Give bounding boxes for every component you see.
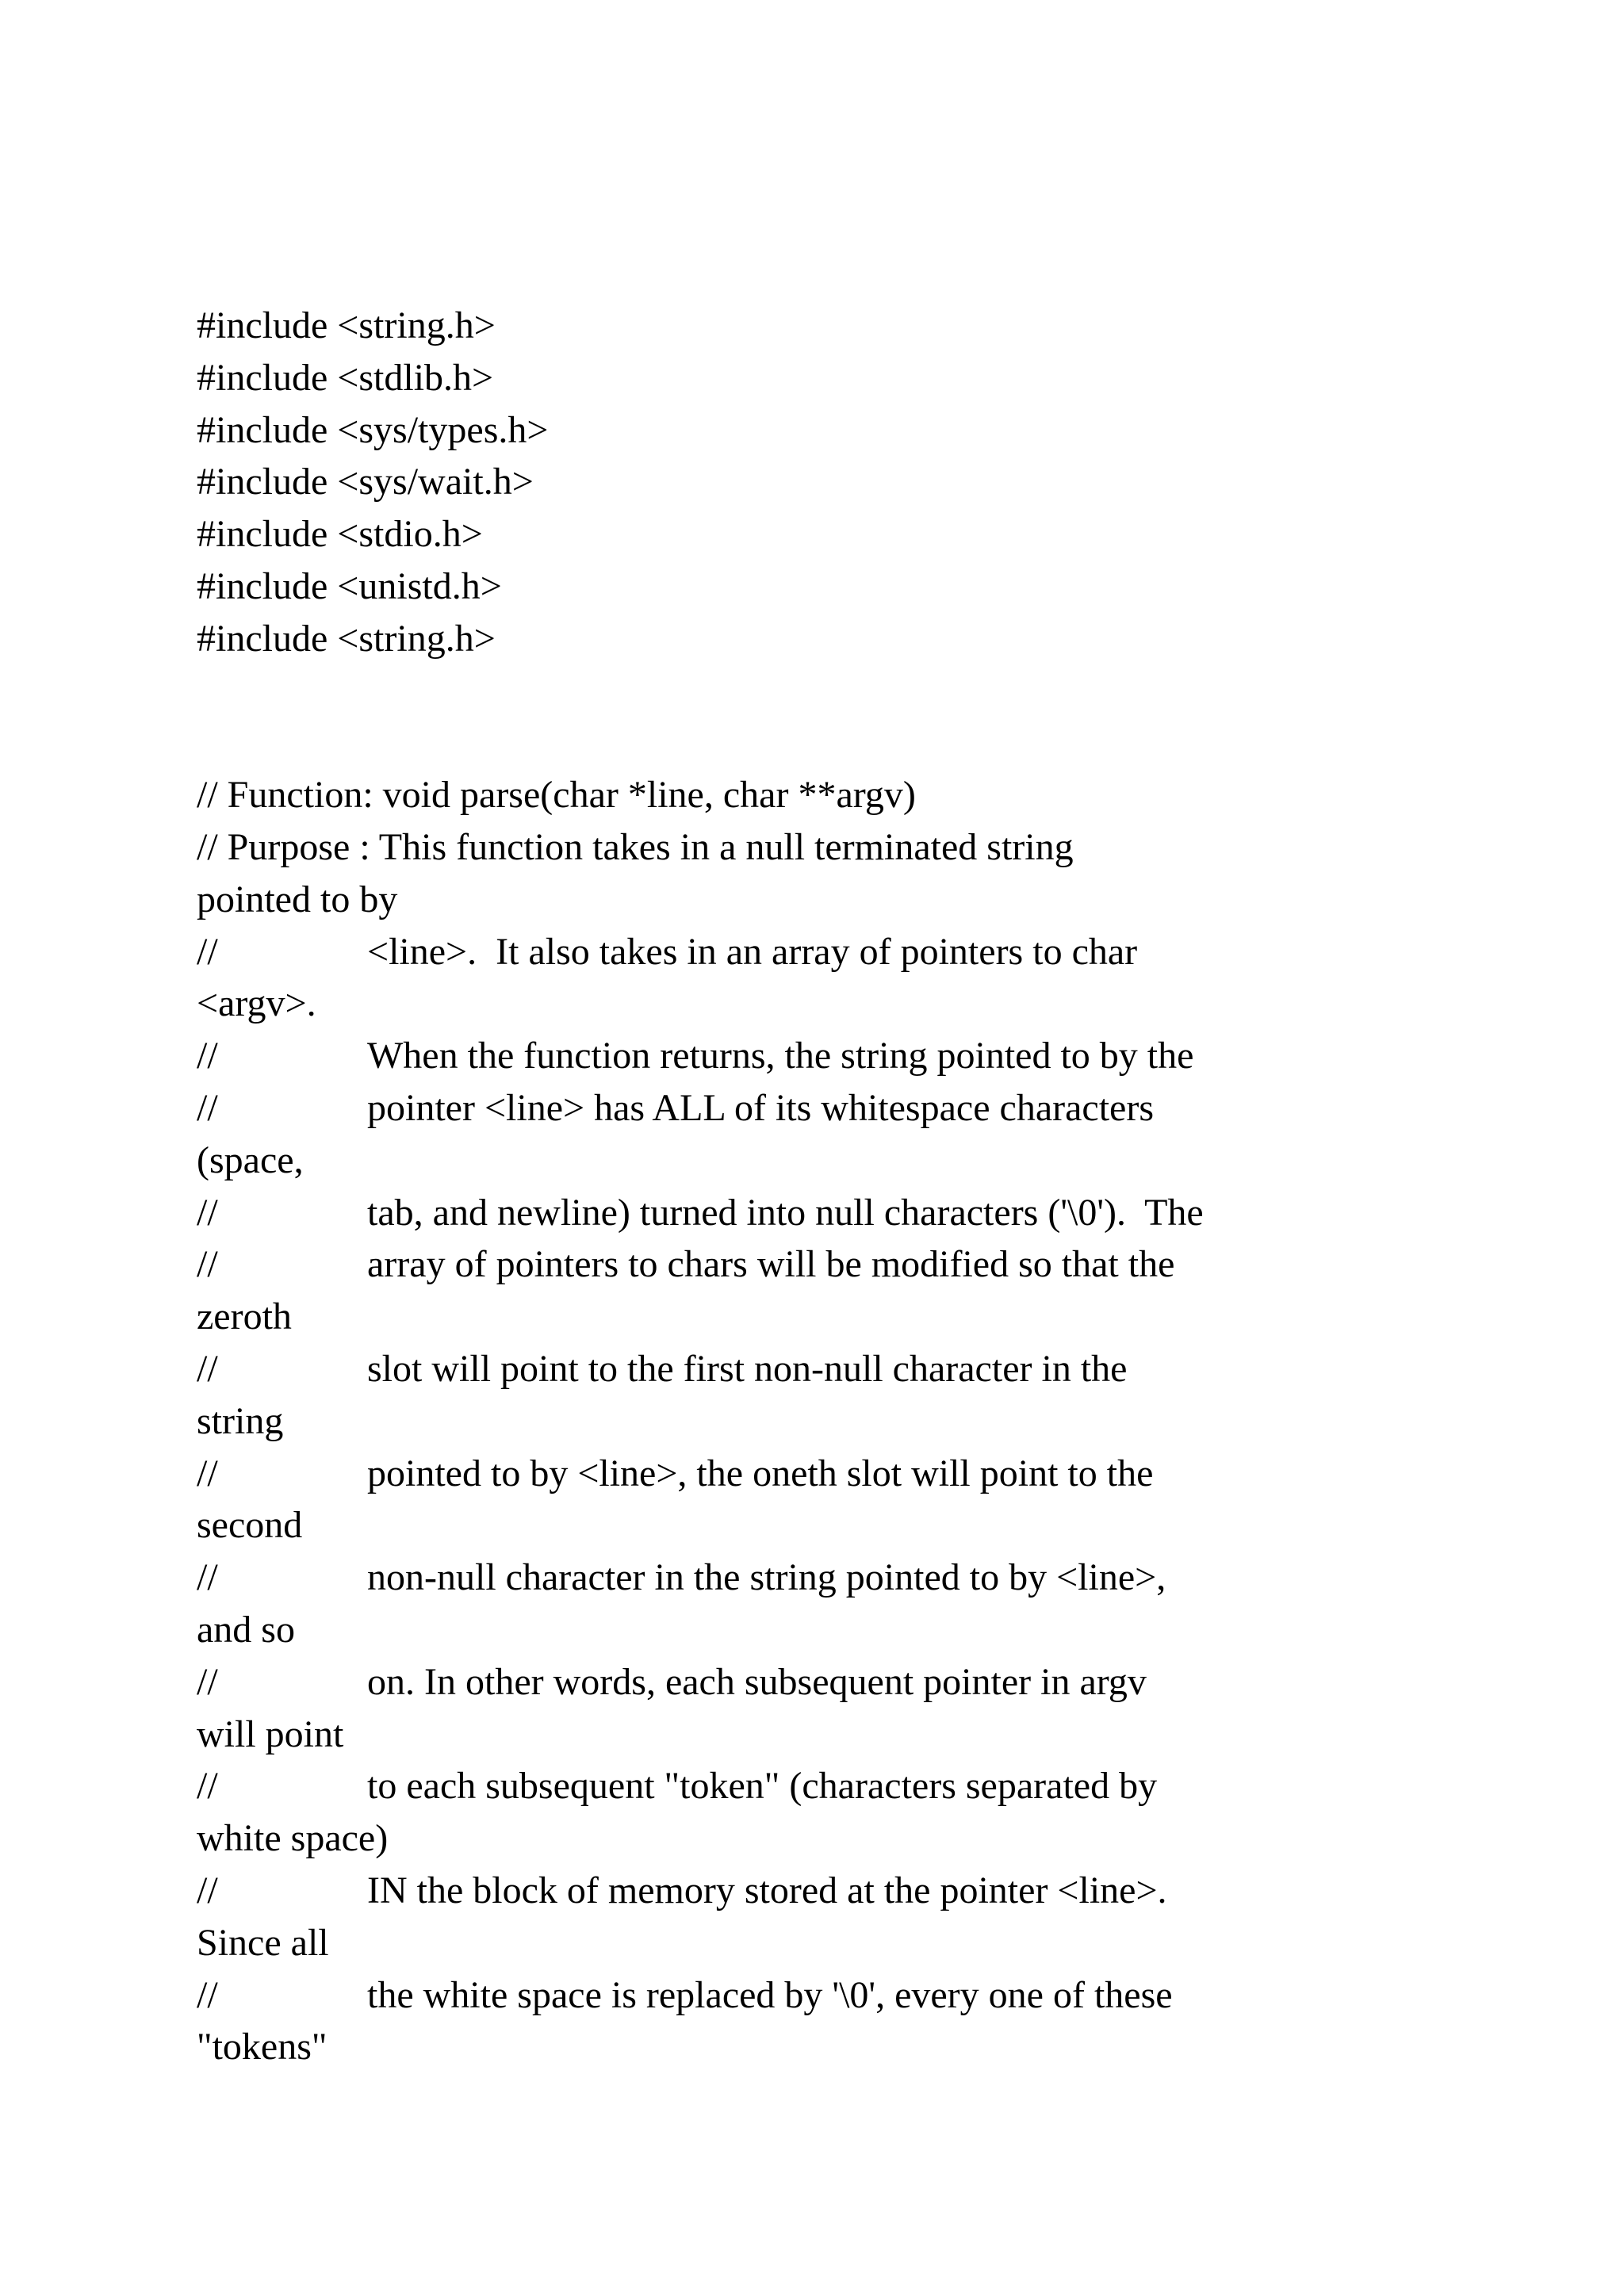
comment-text: When the function returns, the string pointed to by the bbox=[367, 1035, 1194, 1077]
comment-text: // Purpose : This function takes in a null terminated string bbox=[197, 825, 1074, 868]
comment-text: second bbox=[197, 1504, 303, 1547]
comment-line bbox=[197, 1187, 1465, 1239]
comment-line bbox=[197, 1969, 1465, 2022]
include-line: #include <unistd.h> bbox=[197, 564, 502, 607]
include-line: #include <string.h> bbox=[197, 617, 496, 660]
comment-text: (space, bbox=[197, 1138, 304, 1181]
comment-line bbox=[197, 1448, 1465, 1500]
comment-prefix: // bbox=[197, 1243, 218, 1286]
code-text-block bbox=[197, 300, 1465, 2073]
comment-prefix: // bbox=[197, 1973, 218, 2016]
comment-line bbox=[197, 1604, 1465, 1656]
comment-line bbox=[197, 1760, 1465, 1812]
comment-line bbox=[197, 1343, 1465, 1395]
comment-line bbox=[197, 2021, 1465, 2073]
comment-prefix: // bbox=[197, 1452, 218, 1494]
comment-prefix: // bbox=[197, 1869, 218, 1911]
comment-prefix: // bbox=[197, 1191, 218, 1234]
comment-line bbox=[197, 769, 1465, 821]
comment-line bbox=[197, 926, 1465, 978]
comment-line bbox=[197, 1552, 1465, 1604]
include-line: #include <sys/types.h> bbox=[197, 408, 549, 451]
comment-line bbox=[197, 1030, 1465, 1082]
comment-text: on. In other words, each subsequent pointer in argv bbox=[367, 1660, 1147, 1703]
comment-prefix: // bbox=[197, 1086, 218, 1129]
comment-text: slot will point to the first non-null character in the bbox=[367, 1347, 1128, 1390]
comment-line bbox=[197, 1395, 1465, 1448]
comment-text: pointer <line> has ALL of its whitespace characters bbox=[367, 1086, 1155, 1129]
comment-text: "tokens" bbox=[197, 2026, 327, 2068]
comment-text: string bbox=[197, 1399, 284, 1442]
comment-prefix: // bbox=[197, 1660, 218, 1703]
comment-text: pointed to by bbox=[197, 878, 398, 920]
comment-prefix: // bbox=[197, 1556, 218, 1599]
include-line: #include <sys/wait.h> bbox=[197, 461, 534, 503]
comment-text: array of pointers to chars will be modified so that the bbox=[367, 1243, 1175, 1286]
comment-text: the white space is replaced by '\0', every one of these bbox=[367, 1973, 1173, 2016]
comment-line bbox=[197, 978, 1465, 1030]
comment-line bbox=[197, 1656, 1465, 1709]
comment-prefix: // bbox=[197, 930, 218, 973]
comment-text: <line>. It also takes in an array of pointers to char bbox=[367, 930, 1138, 973]
comment-line bbox=[197, 1709, 1465, 1761]
include-line: #include <string.h> bbox=[197, 304, 496, 346]
comment-line bbox=[197, 821, 1465, 874]
comment-text: pointed to by <line>, the oneth slot will point to the bbox=[367, 1452, 1154, 1494]
comment-line bbox=[197, 1082, 1465, 1135]
comment-line bbox=[197, 1865, 1465, 1917]
comment-prefix: // bbox=[197, 1765, 218, 1808]
blank-line bbox=[197, 665, 1465, 718]
comment-text: tab, and newline) turned into null characters ('\0'). The bbox=[367, 1191, 1204, 1234]
comment-text: IN the block of memory stored at the pointer <line>. bbox=[367, 1869, 1167, 1911]
include-line: #include <stdio.h> bbox=[197, 513, 483, 556]
comment-line bbox=[197, 1917, 1465, 1969]
comment-line bbox=[197, 1291, 1465, 1343]
comment-line bbox=[197, 1812, 1465, 1865]
comment-text: // Function: void parse(char *line, char **argv) bbox=[197, 774, 916, 817]
comment-prefix: // bbox=[197, 1347, 218, 1390]
comment-text: and so bbox=[197, 1608, 295, 1651]
comment-text: <argv>. bbox=[197, 982, 316, 1025]
comment-line bbox=[197, 1135, 1465, 1187]
comment-text: will point bbox=[197, 1712, 344, 1755]
comment-text: to each subsequent "token" (characters separated by bbox=[367, 1765, 1158, 1808]
comment-text: non-null character in the string pointed to by <line>, bbox=[367, 1556, 1166, 1599]
comment-text: Since all bbox=[197, 1921, 329, 1964]
comment-line bbox=[197, 874, 1465, 926]
comment-text: zeroth bbox=[197, 1295, 292, 1338]
comment-prefix: // bbox=[197, 1035, 218, 1077]
blank-line bbox=[197, 717, 1465, 769]
include-line: #include <stdlib.h> bbox=[197, 356, 494, 399]
comment-line bbox=[197, 1499, 1465, 1552]
comment-line bbox=[197, 1238, 1465, 1291]
comment-text: white space) bbox=[197, 1817, 389, 1860]
